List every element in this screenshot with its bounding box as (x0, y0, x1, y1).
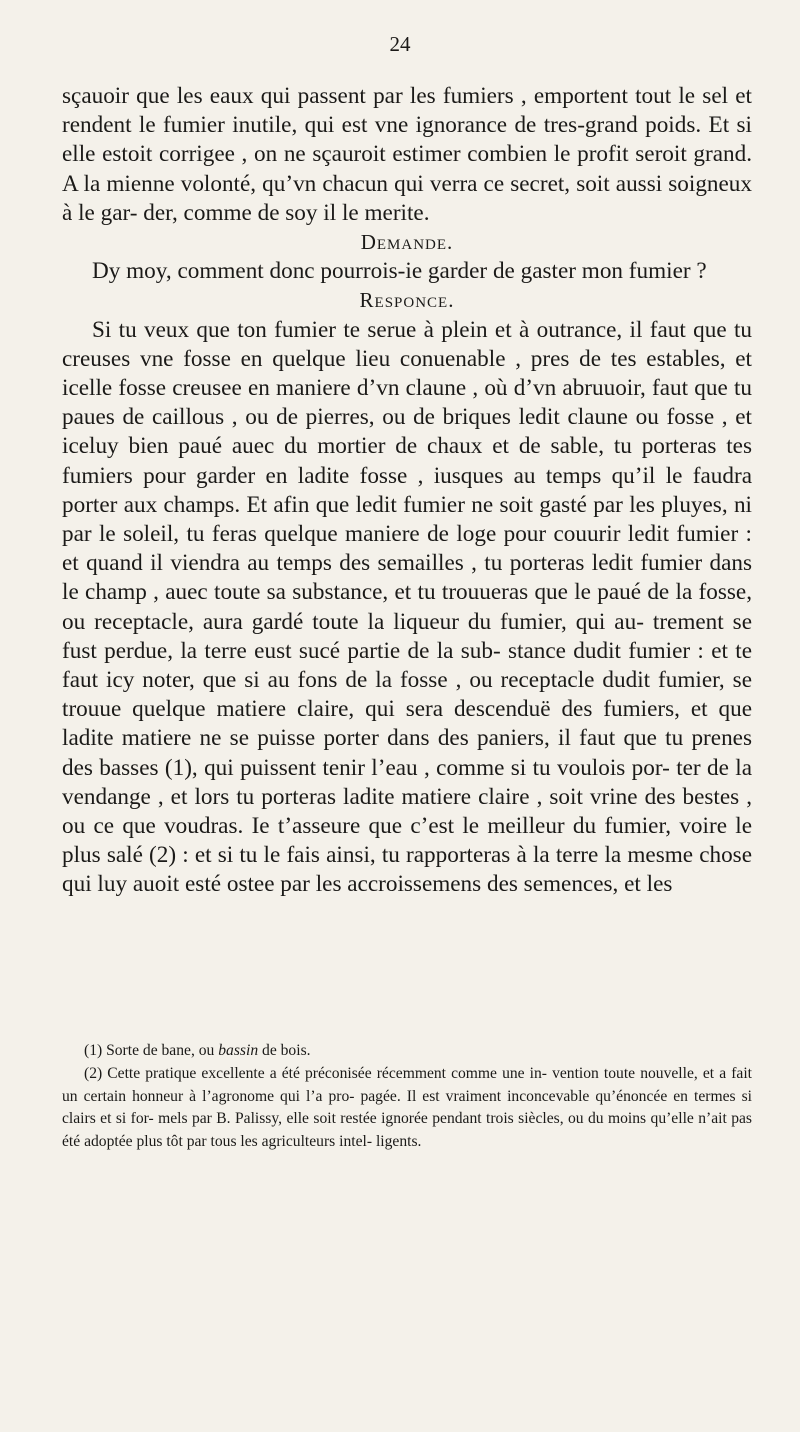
footnote-1-emphasis: bassin (218, 1042, 259, 1059)
main-text (62, 82, 752, 900)
footnote-2: (2) Cette pratique excellente a été préconisée récemment comme une in- vention toute nouvelle, et a fait un certain honneur à l’agronome qui l’a pro- pagée. Il est vraiment inconcevable qu’énoncée en termes si clairs et si for- mels par B. Palissy, elle soit restée ignorée pendant trois siècles, ou du moins qu’elle n’ait pas été adoptée plus tôt par tous les agriculteurs intel- ligents. (62, 1064, 752, 1151)
footnotes (62, 1040, 752, 1154)
footnote-1-suffix: de bois. (258, 1042, 311, 1059)
paragraph-answer: Si tu veux que ton fumier te serue à plein et à outrance, il faut que tu creuses vne fosse en quelque lieu conuenable , pres de tes estables, et icelle fosse creusee en maniere d’vn claune , où d’vn abruuoir, faut que tu paues de caillous , ou de pierres, ou de briques ledit claune ou fosse , et iceluy bien paué auec du mortier de chaux et de sable, tu porteras tes fumiers pour garder en ladite fosse , iusques au temps qu’il le faudra porter aux champs. Et afin que ledit fumier ne soit gasté par les pluyes, ni par le soleil, tu feras quelque maniere de loge pour couurir ledit fumier : et quand il viendra au temps des semailles , tu porteras ledit fumier dans le champ , auec toute sa substance, et tu trouueras que le paué de la fosse, ou receptacle, aura gardé toute la liqueur du fumier, qui au- trement se fust perdue, la terre eust sucé partie de la sub- stance dudit fumier : et te faut icy noter, que si au fons de la fosse , ou receptacle dudit fumier, se trouue quelque matiere claire, qui sera descenduë des fumiers, et que ladite matiere ne se puisse porter dans des paniers, il faut que tu prenes des basses (1), qui puissent tenir l’eau , comme si tu voulois por- ter de la vendange , et lors tu porteras ladite matiere claire , soit vrine des bestes , ou ce que voudras. Ie t’asseure que c’est le meilleur du fumier, voire le plus salé (2) : et si tu le fais ainsi, tu rapporteras à la terre la mesme chose qui luy auoit esté ostee par les accroissemens des semences, et les (62, 316, 752, 898)
paragraph-continued: sçauoir que les eaux qui passent par les fumiers , emportent tout le sel et rendent le fumier inutile, qui est vne ignorance de tres-grand poids. Et si elle estoit corrigee , on ne sçauroit estimer combien le profit seroit grand. A la mienne volonté, qu’vn chacun qui verra ce secret, soit aussi soigneux à le gar- der, comme de soy il le merite. (62, 83, 752, 226)
page-number: 24 (389, 32, 411, 56)
footnote-1 (62, 1040, 752, 1063)
heading-demande: Demande. (360, 230, 454, 255)
heading-responce: Responce. (359, 288, 455, 313)
paragraph-question: Dy moy, comment donc pourrois-ie garder de gaster mon fumier ? (92, 258, 707, 285)
footnote-1-prefix: (1) Sorte de bane, ou (84, 1042, 219, 1059)
